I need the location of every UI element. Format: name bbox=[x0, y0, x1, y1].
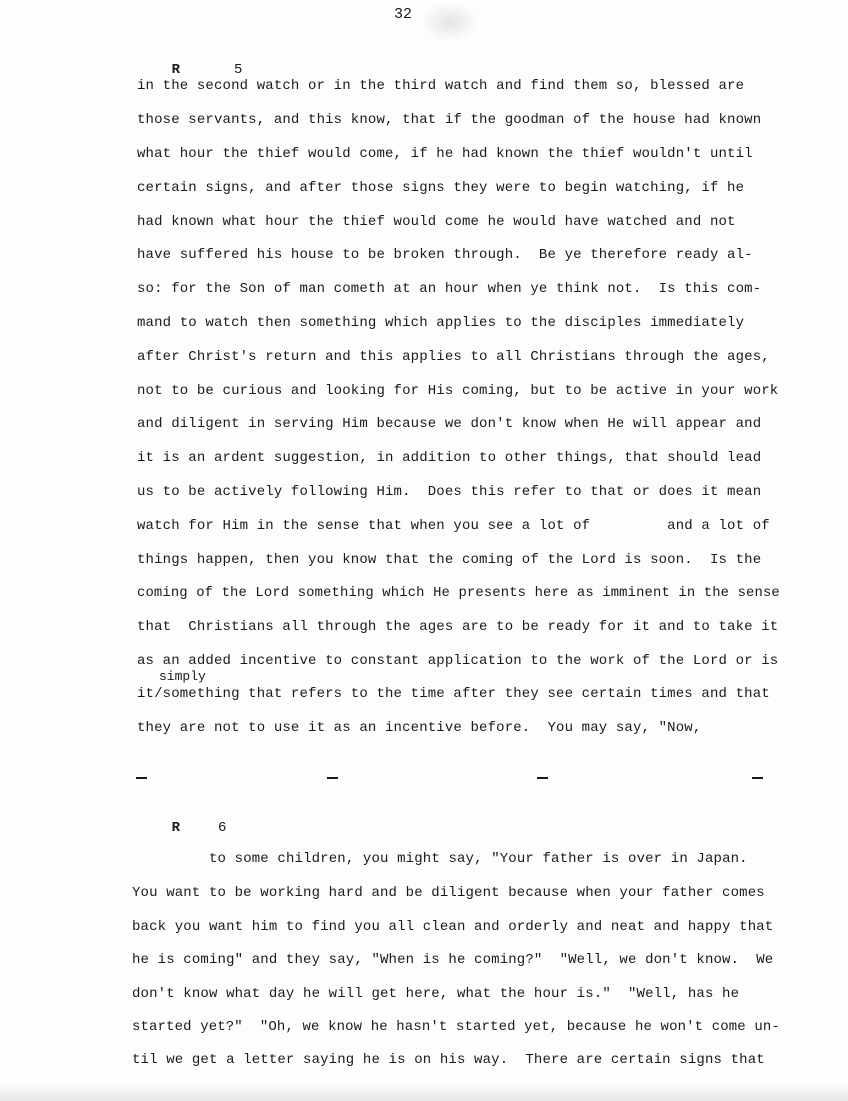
page-edge-shadow bbox=[0, 1083, 848, 1101]
text-line: certain signs, and after those signs they were to begin watching, if he bbox=[137, 180, 745, 196]
text-line: coming of the Lord something which He presents here as imminent in the sense bbox=[137, 585, 780, 601]
section-marker: R bbox=[171, 820, 181, 836]
text-line: it is an ardent suggestion, in addition to other things, that should lead bbox=[137, 450, 762, 466]
text-line: those servants, and this know, that if the goodman of the house had known bbox=[137, 112, 762, 128]
text-line: and diligent in serving Him because we don't know when He will appear and bbox=[137, 416, 762, 432]
interlinear-note: simply bbox=[159, 669, 206, 684]
section-marker: R bbox=[171, 62, 181, 78]
text-line: it/something that refers to the time after they see certain times and that bbox=[137, 686, 770, 702]
separator-dash bbox=[537, 777, 548, 779]
text-line: he is coming" and they say, "When is he coming?" "Well, we don't know. We bbox=[132, 952, 774, 968]
ink-smudge bbox=[420, 2, 480, 42]
separator-dash bbox=[136, 777, 147, 779]
text-line: had known what hour the thief would come he would have watched and not bbox=[137, 214, 736, 230]
text-line: You want to be working hard and be diligent because when your father comes bbox=[132, 885, 765, 901]
text-line: til we get a letter saying he is on his way. There are certain signs that bbox=[132, 1052, 765, 1068]
separator-dash bbox=[327, 777, 338, 779]
text-line: things happen, then you know that the coming of the Lord is soon. Is the bbox=[137, 552, 762, 568]
text-line: not to be curious and looking for His coming, but to be active in your work bbox=[137, 383, 779, 399]
text-line: us to be actively following Him. Does this refer to that or does it mean bbox=[137, 484, 762, 500]
text-line: started yet?" "Oh, we know he hasn't started yet, because he won't come un- bbox=[132, 1019, 780, 1035]
text-line: mand to watch then something which applies to the disciples immediately bbox=[137, 315, 745, 331]
text-line: so: for the Son of man cometh at an hour when ye think not. Is this com- bbox=[137, 281, 762, 297]
text-line: don't know what day he will get here, what the hour is." "Well, has he bbox=[132, 986, 740, 1002]
page-number: 32 bbox=[394, 6, 413, 23]
text-line: after Christ's return and this applies to all Christians through the ages, bbox=[137, 349, 770, 365]
text-line: they are not to use it as an incentive before. You may say, "Now, bbox=[137, 720, 702, 736]
text-line: to some children, you might say, "Your father is over in Japan. bbox=[209, 851, 748, 867]
text-line: what hour the thief would come, if he had known the thief wouldn't until bbox=[137, 146, 753, 162]
text-line: have suffered his house to be broken through. Be ye therefore ready al- bbox=[137, 247, 753, 263]
text-line: watch for Him in the sense that when you see a lot of and a lot of bbox=[137, 518, 770, 534]
text-line: in the second watch or in the third watch and find them so, blessed are bbox=[137, 78, 745, 94]
section-number: 5 bbox=[234, 62, 243, 78]
section-label-r6 bbox=[138, 804, 226, 852]
separator-dash bbox=[752, 777, 763, 779]
text-line: as an added incentive to constant application to the work of the Lord or is bbox=[137, 653, 779, 669]
text-line: that Christians all through the ages are to be ready for it and to take it bbox=[137, 619, 779, 635]
section-number: 6 bbox=[218, 820, 227, 836]
text-line: back you want him to find you all clean and orderly and neat and happy that bbox=[132, 919, 774, 935]
